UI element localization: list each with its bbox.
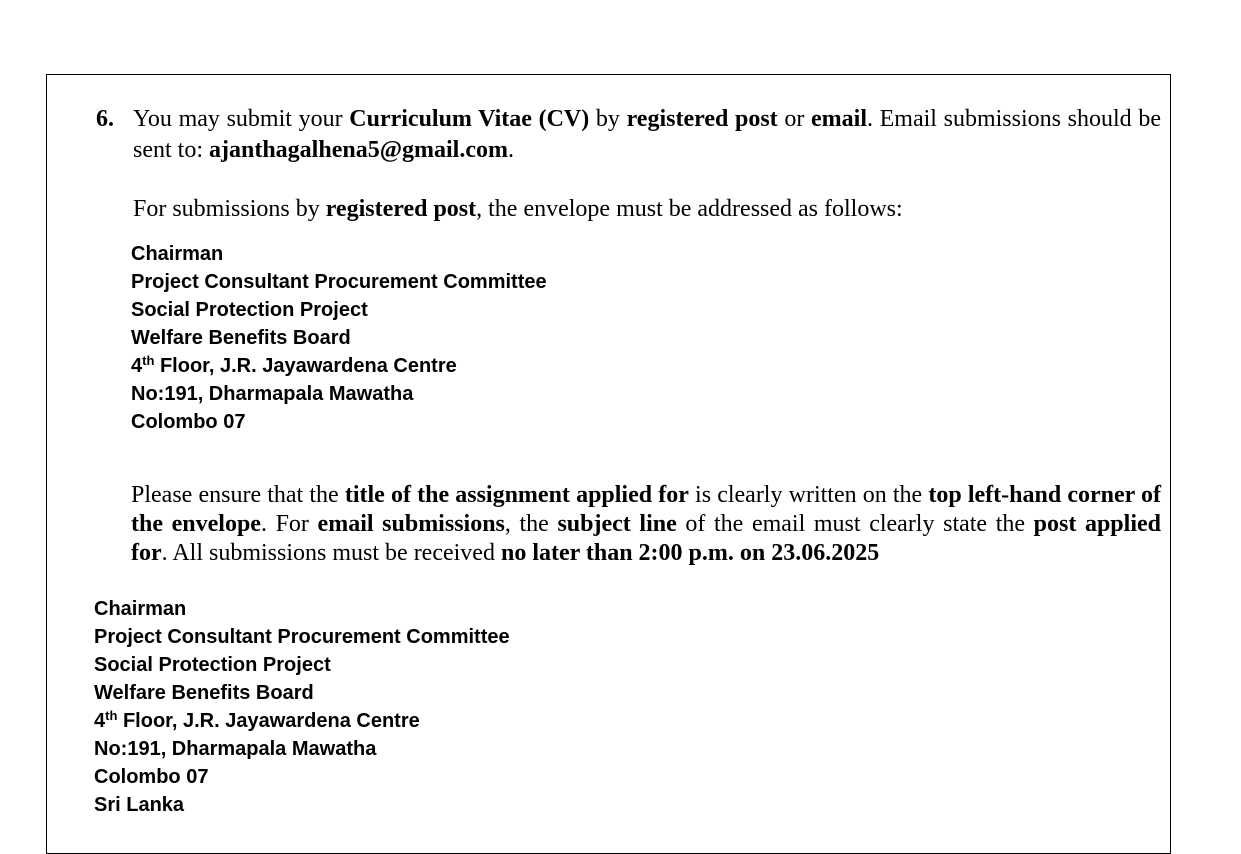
address-line: Social Protection Project [131, 299, 368, 321]
text-segment: . Email submissions should be sent to: [133, 106, 1161, 163]
floor-number: 4 [94, 710, 106, 732]
registered-post-paragraph [133, 194, 1161, 225]
address-line: Chairman [131, 243, 224, 265]
address-line: Welfare Benefits Board [94, 682, 314, 704]
bold-segment: subject line [557, 511, 677, 537]
text-segment: is clearly written on the [688, 482, 929, 508]
address-line: Colombo 07 [131, 411, 246, 433]
bold-segment: post applied for [131, 511, 1161, 566]
ordinal-suffix: th [105, 708, 118, 723]
address-line: Social Protection Project [94, 654, 331, 676]
submission-instructions-paragraph [133, 104, 1161, 166]
text-segment: . [508, 137, 514, 163]
text-segment: . All submissions must be received [161, 540, 501, 566]
address-line [131, 352, 547, 380]
address-line: No:191, Dharmapala Mawatha [131, 383, 414, 405]
bold-segment: top left-hand corner of the envelope [131, 482, 1161, 537]
address-line: Project Consultant Procurement Committee [131, 271, 547, 293]
envelope-address-block [131, 240, 547, 436]
text-segment: . For [260, 511, 318, 537]
address-line: Sri Lanka [94, 794, 185, 816]
email-address: ajanthagalhena5@gmail.com [209, 137, 508, 163]
text-segment: , the envelope must be addressed as follows: [476, 196, 903, 222]
floor-number: 4 [131, 355, 143, 377]
address-line: Project Consultant Procurement Committee [94, 626, 510, 648]
address-line: Welfare Benefits Board [131, 327, 351, 349]
floor-text: Floor, J.R. Jayawardena Centre [154, 355, 457, 377]
text-segment: by [589, 106, 627, 132]
bold-segment: title of the assignment applied for [344, 482, 689, 508]
address-line: Colombo 07 [94, 766, 209, 788]
address-line [94, 707, 510, 735]
floor-text: Floor, J.R. Jayawardena Centre [117, 710, 420, 732]
envelope-title-paragraph [131, 481, 1161, 568]
address-line: No:191, Dharmapala Mawatha [94, 738, 377, 760]
text-segment: , the [504, 511, 558, 537]
contact-address-block [94, 595, 510, 819]
bold-segment: email submissions [317, 511, 505, 537]
bold-segment: email [811, 106, 867, 132]
deadline: no later than 2:00 p.m. on 23.06.2025 [500, 540, 880, 566]
ordinal-suffix: th [142, 353, 155, 368]
text-segment: or [777, 106, 811, 132]
bold-segment: Curriculum Vitae (CV) [349, 106, 590, 132]
bold-segment: registered post [325, 196, 477, 222]
address-line: Chairman [94, 598, 187, 620]
text-segment: You may submit your [133, 106, 350, 132]
text-segment: For submissions by [133, 196, 326, 222]
bold-segment: registered post [626, 106, 778, 132]
item-number: 6. [96, 106, 114, 132]
text-segment: Please ensure that the [131, 482, 345, 508]
text-segment: of the email must clearly state the [676, 511, 1034, 537]
